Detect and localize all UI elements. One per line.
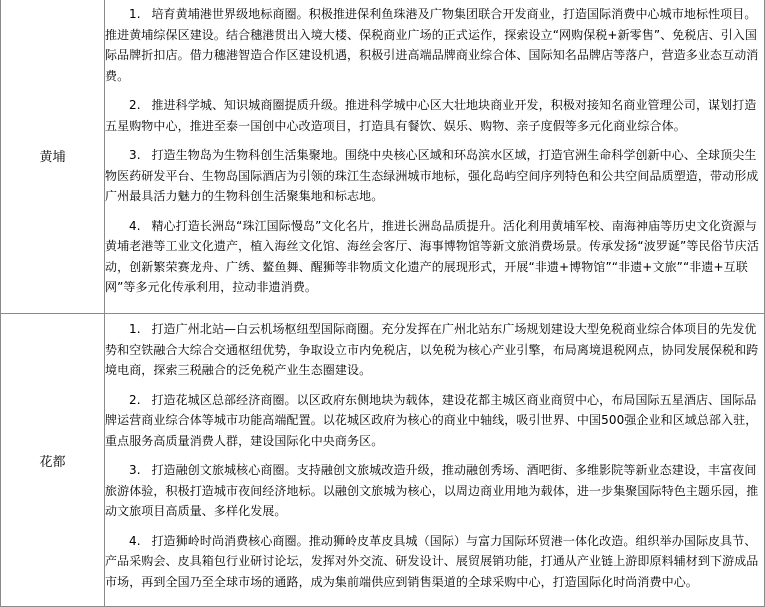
district-cell: 花都 <box>1 314 105 607</box>
item-text: 打造融创文旅城核心商圈。支持融创文旅城改造升级，推动融创秀场、酒吧街、多维影院等新业态建设，丰富夜间旅游体验，积极打造城市夜间经济地标。以融创文旅城为核心，以周边商业用地为载体，进一步集聚国际特色主题乐园，推动文旅项目高质量、多样化发展。 <box>105 463 759 518</box>
item-text: 推进科学城、知识城商圈提质升级。推进科学城中心区大壮地块商业开发，积极对接知名商业管理公司，谋划打造五星购物中心，推进至泰一国创中心改造项目，打造具有餐饮、娱乐、购物、亲子度假等多元化商业综合体。 <box>105 98 757 133</box>
item-text: 培育黄埔港世界级地标商圈。积极推进保利鱼珠港及广物集团联合开发商业，打造国际消费中心城市地标性项目。推进黄埔综保区建设。结合穗港贯出入境大楼、保税商业广场的正式运作，探索设立“网购保税+新零售”、免税店、引入国际品牌折扣店。借力穗港智造合作区建设机遇，积极引进高端品牌商业综合体、国际知名品牌店等落户，营造多业态互动消费。 <box>105 7 759 83</box>
item-number: 1. <box>129 322 141 336</box>
list-item <box>105 460 764 522</box>
item-number: 2. <box>129 98 141 113</box>
item-text: 精心打造长洲岛“珠江国际慢岛”文化名片，推进长洲岛品质提升。活化利用黄埔军校、南海神庙等历史文化资源与黄埔老港等工业文化遗产，植入海丝文化馆、海丝会客厅、海事博物馆等新文旅消费场景。传承发扬“波罗诞”等民俗节庆活动，创新繁荣赛龙舟、广绣、鳌鱼舞、醒狮等非物质文化遗产的展现形式，开展“非遗+博物馆”“非遗+文旅”“非遗+互联网”等多元化传承利用，拉动非遗消费。 <box>105 218 759 295</box>
items-cell <box>105 0 765 314</box>
item-text: 打造花城区总部经济商圈。以区政府东侧地块为载体，建设花都主城区商业商贸中心，布局国际五星酒店、国际品牌运营商业综合体等城市功能高端配置。以花城区政府为核心的商业中轴线，吸引世界、中国500强企业和区域总部入驻，重点服务高质量消费人群，建设国际化中央商务区。 <box>105 392 758 448</box>
table-row-huangpu <box>1 0 765 314</box>
list-item <box>105 531 764 593</box>
item-number: 3. <box>129 463 141 477</box>
items-cell <box>105 314 765 607</box>
list-item <box>105 390 764 452</box>
item-number: 1. <box>129 7 141 22</box>
list-item <box>105 216 764 298</box>
item-text: 打造狮岭时尚消费核心商圈。推动狮岭皮革皮具城（国际）与富力国际环贸港一体化改造。组织举办国际皮具节、产品采购会、皮具箱包行业研讨论坛，发挥对外交流、研发设计、展贸展销功能，打通从产业链上游即原料辅材到下游成品市场，再到全国乃至全球市场的通路，成为集前端供应到销售渠道的全球采购中心，打造国际化时尚消费中心。 <box>105 533 759 589</box>
item-number: 2. <box>129 392 141 407</box>
item-text: 打造广州北站—白云机场枢纽型国际商圈。充分发挥在广州北站东广场规划建设大型免税商业综合体项目的先发优势和空铁融合大综合交通枢纽优势，争取设立市内免税店，以免税为核心产业引擎，布局离境退税网点，协同发展保税和跨境电商，探索三税融合的泛免税产业生态圈建设。 <box>105 322 759 377</box>
item-number: 3. <box>129 148 141 163</box>
list-item <box>105 145 764 207</box>
item-number: 4. <box>129 533 141 548</box>
table-row-huadu <box>1 314 765 607</box>
list-item <box>105 95 764 136</box>
item-number: 4. <box>129 218 141 233</box>
list-item <box>105 319 764 381</box>
item-text: 打造生物岛为生物科创生活集聚地。围绕中央核心区域和环岛滨水区域，打造官洲生命科学创新中心、全球顶尖生物医药研发平台、生物岛国际酒店为引领的珠江生态绿洲城市地标，强化岛屿空间序列特色和公共空间品质塑造，带动形成广州最具活力魅力的生物科创生活聚集地和标志地。 <box>105 148 759 204</box>
district-cell: 黄埔 <box>1 0 105 314</box>
list-item <box>105 4 764 86</box>
